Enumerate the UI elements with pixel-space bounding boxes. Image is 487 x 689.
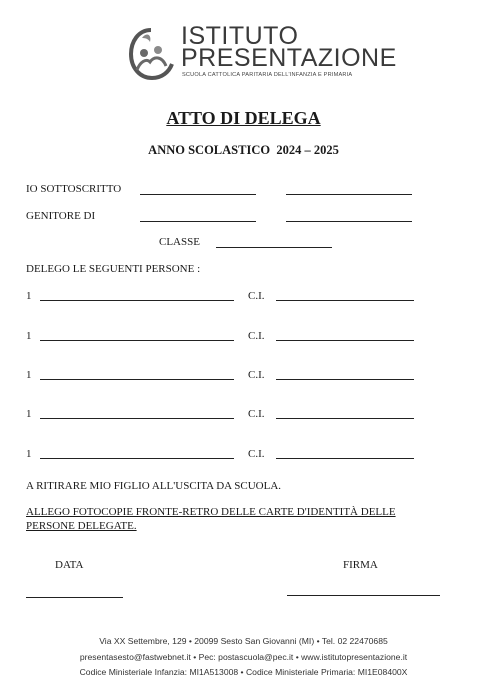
- undersigned-field-1[interactable]: [140, 194, 256, 195]
- delegate-name-field[interactable]: [40, 458, 234, 459]
- attach-note-line2: PERSONE DELEGATE.: [26, 520, 137, 532]
- logo-tagline: SCUOLA CATTOLICA PARITARIA DELL'INFANZIA E PRIMARIA: [182, 72, 353, 78]
- delegate-id-label: C.I.: [248, 369, 265, 381]
- signature-field[interactable]: [287, 595, 440, 596]
- delegate-id-field[interactable]: [276, 418, 414, 419]
- delegate-id-label: C.I.: [248, 448, 265, 460]
- delegate-number: 1: [26, 290, 32, 302]
- class-label: CLASSE: [159, 236, 200, 248]
- delegate-id-field[interactable]: [276, 458, 414, 459]
- delegate-name-field[interactable]: [40, 340, 234, 341]
- delegate-id-field[interactable]: [276, 379, 414, 380]
- parent-field-1[interactable]: [140, 221, 256, 222]
- footer-codes: Codice Ministeriale Infanzia: MI1A513008 • Codice Ministeriale Primaria: MI1E08400X: [79, 667, 408, 677]
- delegate-id-label: C.I.: [248, 330, 265, 342]
- delegate-number: 1: [26, 369, 32, 381]
- undersigned-label: IO SOTTOSCRITTO: [26, 183, 122, 195]
- delegate-label: DELEGO LE SEGUENTI PERSONE :: [26, 263, 201, 275]
- date-field[interactable]: [26, 597, 123, 598]
- logo-emblem-icon: [128, 26, 174, 82]
- logo-title-line2: PRESENTAZIONE: [181, 44, 397, 72]
- delegate-number: 1: [26, 330, 32, 342]
- class-field[interactable]: [216, 247, 332, 248]
- delegate-id-label: C.I.: [248, 408, 265, 420]
- document-title: ATTO DI DELEGA: [166, 108, 321, 128]
- delegate-number: 1: [26, 408, 32, 420]
- school-year: ANNO SCOLASTICO 2024 – 2025: [148, 143, 339, 157]
- date-label: DATA: [55, 559, 84, 571]
- delegate-name-field[interactable]: [40, 300, 234, 301]
- logo-title-line1: ISTITUTO: [181, 22, 299, 50]
- delegate-name-field[interactable]: [40, 418, 234, 419]
- school-logo: [128, 26, 174, 82]
- delegate-number: 1: [26, 448, 32, 460]
- delegate-name-field[interactable]: [40, 379, 234, 380]
- delegate-id-label: C.I.: [248, 290, 265, 302]
- attach-note-line1: ALLEGO FOTOCOPIE FRONTE-RETRO DELLE CARTE D'IDENTITÀ DELLE: [26, 506, 396, 518]
- delegate-id-field[interactable]: [276, 300, 414, 301]
- pickup-text: A RITIRARE MIO FIGLIO ALL'USCITA DA SCUOLA.: [26, 480, 282, 492]
- parent-label: GENITORE DI: [26, 210, 96, 222]
- signature-label: FIRMA: [343, 559, 378, 571]
- delegate-id-field[interactable]: [276, 340, 414, 341]
- footer-address: Via XX Settembre, 129 • 20099 Sesto San Giovanni (MI) • Tel. 02 22470685: [99, 636, 388, 646]
- footer-contacts: presentasesto@fastwebnet.it • Pec: postascuola@pec.it • www.istitutopresentazione.it: [79, 652, 408, 662]
- undersigned-field-2[interactable]: [286, 194, 412, 195]
- parent-field-2[interactable]: [286, 221, 412, 222]
